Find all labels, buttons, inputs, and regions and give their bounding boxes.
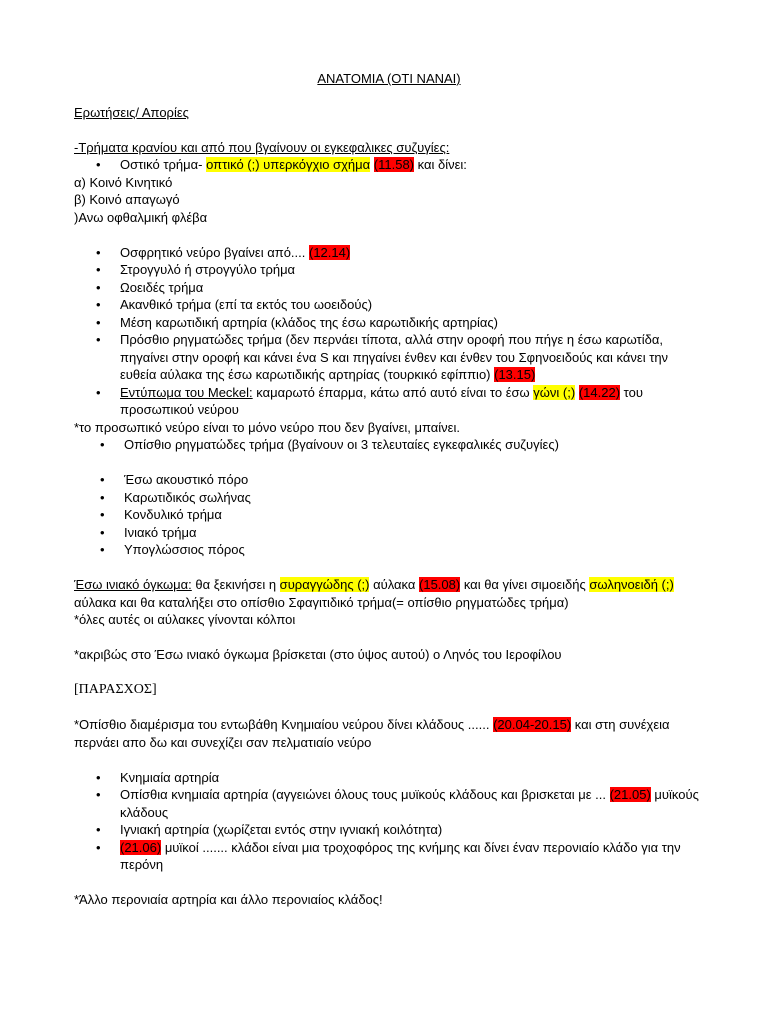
highlight-red: (15.08) bbox=[419, 577, 461, 592]
highlight-yellow: οπτικό (;) υπερκόγχιο σχήμα bbox=[206, 157, 371, 172]
highlight-red: (14.22) bbox=[578, 384, 621, 400]
heading-paraschos: [ΠΑΡΑΣΧΟΣ] bbox=[74, 682, 157, 697]
list-item bbox=[74, 156, 704, 174]
spacer bbox=[74, 664, 704, 682]
text: αύλακα bbox=[369, 577, 420, 592]
underlined-term: Εντύπωμα του Meckel: bbox=[120, 384, 253, 400]
paragraph-tibial bbox=[74, 716, 704, 751]
text: μυϊκοί ....... κλάδοι είναι μια τροχοφόρος της κνήμης και δίνει έναν περονιαίο κλάδο για την περόνη bbox=[120, 839, 681, 872]
list-item bbox=[74, 244, 704, 262]
list-item: • Έσω ακουστικό πόρο bbox=[74, 471, 704, 489]
note-facial-nerve: *το προσωπικό νεύρο είναι το μόνο νεύρο που δεν βγαίνει, μπαίνει. bbox=[74, 419, 460, 435]
spacer bbox=[74, 559, 704, 577]
highlight-red: (21.05) bbox=[609, 787, 651, 802]
highlight-red: (12.14) bbox=[309, 244, 351, 260]
highlight-yellow: σωληνοειδή (;) bbox=[589, 577, 674, 592]
list-item bbox=[74, 384, 704, 419]
list-item: • Ακανθικό τρήμα (επί τα εκτός του ωοειδούς) bbox=[74, 296, 704, 314]
list-arteries bbox=[74, 769, 704, 874]
text: αύλακα και θα καταλήξει στο οπίσθιο Σφαγιτιδικό τρήμα(= οπίσθιο ρηγματώδες τρήμα) bbox=[74, 594, 569, 610]
list-item: • Υπογλώσσιος πόρος bbox=[74, 541, 704, 559]
document-page bbox=[74, 70, 704, 909]
text: Πρόσθιο ρηγματώδες τρήμα (δεν περνάει τίποτα, αλλά στην οροφή που πήγε η έσω καρωτίδα, πηγαίνει στην οροφή και κάνει ένα S και πηγαίνει ένθεν και ένθεν του Σφηνοειδούς και κάνει την ευθεία αύλακα της έσω καρωτιδικής αρτηρίας (τουρκικό εφίππιο) bbox=[120, 332, 669, 382]
heading-questions: Ερωτήσεις/ Απορίες bbox=[74, 104, 189, 120]
text: και στη συνέχεια περνάει απο δω και συνεχίζει σαν πελματιαίο νεύρο bbox=[74, 717, 670, 750]
list-item: • Κνημιαία αρτηρία bbox=[74, 769, 704, 787]
highlight-red: (13.15) bbox=[494, 367, 536, 382]
highlight-red: (20.04-20.15) bbox=[493, 717, 572, 732]
list-item: • Ινιακό τρήμα bbox=[74, 524, 704, 542]
list-item: • Οπίσθιο ρηγματώδες τρήμα (βγαίνουν οι 3 τελευταίες εγκεφαλικές συζυγίες) bbox=[74, 436, 704, 454]
list-item: • Καρωτιδικός σωλήνας bbox=[74, 489, 704, 507]
document-title: ΑΝΑΤΟΜΙΑ (ΟΤΙ ΝΑΝΑΙ) bbox=[317, 71, 461, 86]
list-canals bbox=[74, 471, 704, 559]
list-foramina bbox=[74, 244, 704, 419]
text: του προσωπικού νεύρου bbox=[120, 384, 643, 417]
note-peroneal: *Άλλο περονιαία αρτηρία και άλλο περονιαίος κλάδος! bbox=[74, 892, 383, 907]
list-item: • Ωοειδές τρήμα bbox=[74, 279, 704, 297]
list-item bbox=[74, 331, 704, 384]
spacer bbox=[74, 629, 704, 647]
spacer bbox=[74, 226, 704, 244]
underlined-term: Έσω ινιακό όγκωμα: bbox=[74, 577, 192, 592]
text: και θα γίνει σιμοειδής bbox=[460, 577, 590, 592]
spacer bbox=[74, 874, 704, 892]
text: μυϊκούς κλάδους bbox=[120, 787, 699, 820]
spacer bbox=[74, 454, 704, 472]
list-item: • Ιγνιακή αρτηρία (χωρίζεται εντός στην ιγνιακή κοιλότητα) bbox=[74, 821, 704, 839]
list-posterior bbox=[74, 436, 704, 454]
highlight-yellow: γώνι (;) bbox=[533, 384, 576, 400]
text: Οστικό τρήμα- bbox=[120, 157, 207, 172]
line-a: α) Κοινό Κινητικό bbox=[74, 174, 173, 190]
section-intro: -Τρήματα κρανίου και από που βγαίνουν οι εγκεφαλικες συζυγίες: bbox=[74, 139, 450, 155]
list-optic bbox=[74, 156, 704, 174]
note-herophilus: *ακριβώς στο Έσω ινιακό όγκωμα βρίσκεται (στο ύψος αυτού) ο Ληνός του Ιεροφίλου bbox=[74, 647, 562, 662]
highlight-yellow: συραγγώδης (;) bbox=[279, 577, 370, 592]
paragraph-occipital bbox=[74, 576, 704, 611]
list-item bbox=[74, 786, 704, 821]
line-c: )Ανω οφθαλμική φλέβα bbox=[74, 209, 208, 225]
text: Οπίσθια κνημιαία αρτηρία (αγγειώνει όλους τους μυϊκούς κλάδους και βρισκεται με ... bbox=[120, 787, 610, 802]
highlight-red: (21.06) bbox=[120, 839, 162, 855]
line-b: β) Κοινό απαγωγό bbox=[74, 192, 180, 207]
text: καμαρωτό έπαρμα, κάτω από αυτό είναι το έσω bbox=[252, 384, 534, 400]
text: Οσφρητικό νεύρο βγαίνει από.... bbox=[120, 244, 309, 260]
list-item: • Κονδυλικό τρήμα bbox=[74, 506, 704, 524]
text: *Οπίσθιο διαμέρισμα του εντωβάθη Κνημιαίου νεύρου δίνει κλάδους ...... bbox=[74, 717, 494, 732]
spacer bbox=[74, 751, 704, 769]
highlight-red: (11.58) bbox=[373, 157, 415, 172]
list-item: • Μέση καρωτιδική αρτηρία (κλάδος της έσω καρωτιδικής αρτηρίας) bbox=[74, 314, 704, 332]
text: και δίνει: bbox=[414, 157, 467, 172]
list-item: • Στρογγυλό ή στρογγύλο τρήμα bbox=[74, 261, 704, 279]
text: θα ξεκινήσει η bbox=[191, 577, 280, 592]
spacer bbox=[74, 699, 704, 717]
note-sinuses: *όλες αυτές οι αύλακες γίνονται κόλποι bbox=[74, 612, 296, 627]
spacer bbox=[74, 121, 704, 139]
list-item bbox=[74, 839, 704, 874]
